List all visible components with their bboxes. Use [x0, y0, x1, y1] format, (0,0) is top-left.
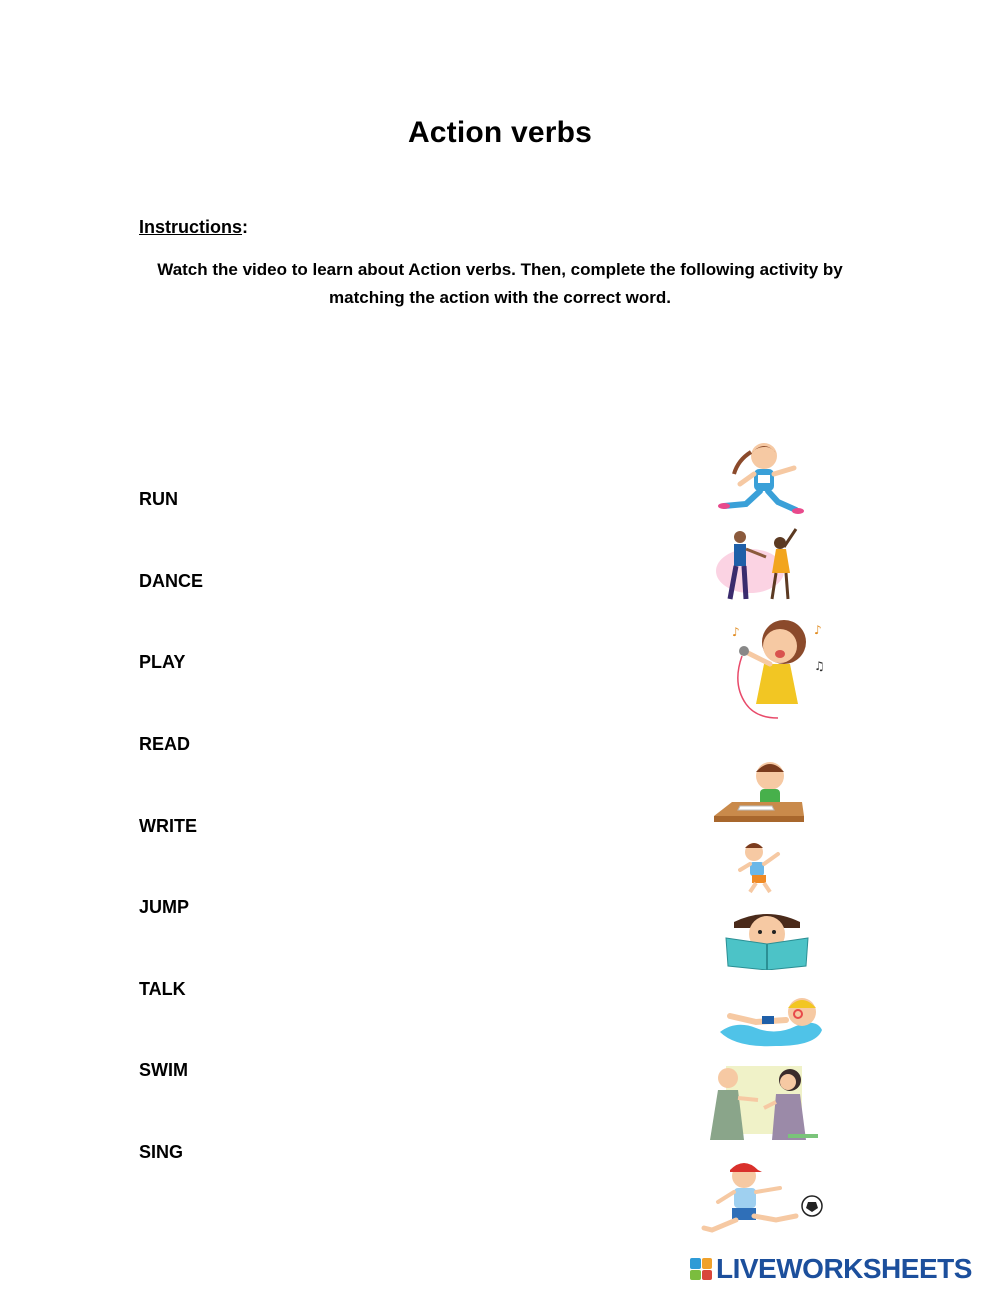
word-jump[interactable]: JUMP — [139, 897, 190, 917]
word-read[interactable]: READ — [139, 734, 191, 754]
word-write[interactable]: WRITE — [139, 816, 197, 836]
word-sing[interactable]: SING — [139, 1142, 184, 1162]
word-swim[interactable]: SWIM — [139, 1060, 188, 1080]
page-title: Action verbs — [407, 116, 593, 149]
running-girl-image[interactable] — [716, 440, 810, 516]
word-talk[interactable]: TALK — [139, 979, 186, 999]
svg-text:♪: ♪ — [814, 623, 822, 637]
word-run[interactable]: RUN — [139, 489, 178, 509]
soccer-boy-image[interactable] — [700, 1158, 828, 1242]
svg-text:♪: ♪ — [732, 625, 740, 639]
writing-boy-image[interactable] — [714, 758, 806, 828]
dancing-couple-image[interactable] — [714, 527, 800, 603]
jumping-boy-image[interactable] — [738, 840, 782, 894]
swimming-boy-image[interactable] — [716, 992, 824, 1050]
word-dance[interactable]: DANCE — [139, 571, 204, 591]
brand-name: LIVEWORKSHEETS — [716, 1253, 972, 1284]
instructions-colon: : — [242, 217, 249, 237]
talking-people-image[interactable] — [708, 1064, 820, 1140]
liveworksheets-logo — [690, 1252, 972, 1286]
word-play[interactable]: PLAY — [139, 652, 186, 672]
svg-text:♫: ♫ — [814, 659, 825, 673]
instructions-text: Watch the video to learn about Action verbs. Then, complete the following activity by matching the action with the correct word. — [157, 260, 843, 307]
singing-girl-image[interactable] — [722, 614, 830, 722]
instructions-label: Instructions — [139, 217, 243, 237]
reading-boy-image[interactable] — [722, 912, 812, 970]
instructions-heading — [139, 217, 248, 238]
brand-mark-icon — [690, 1258, 712, 1280]
